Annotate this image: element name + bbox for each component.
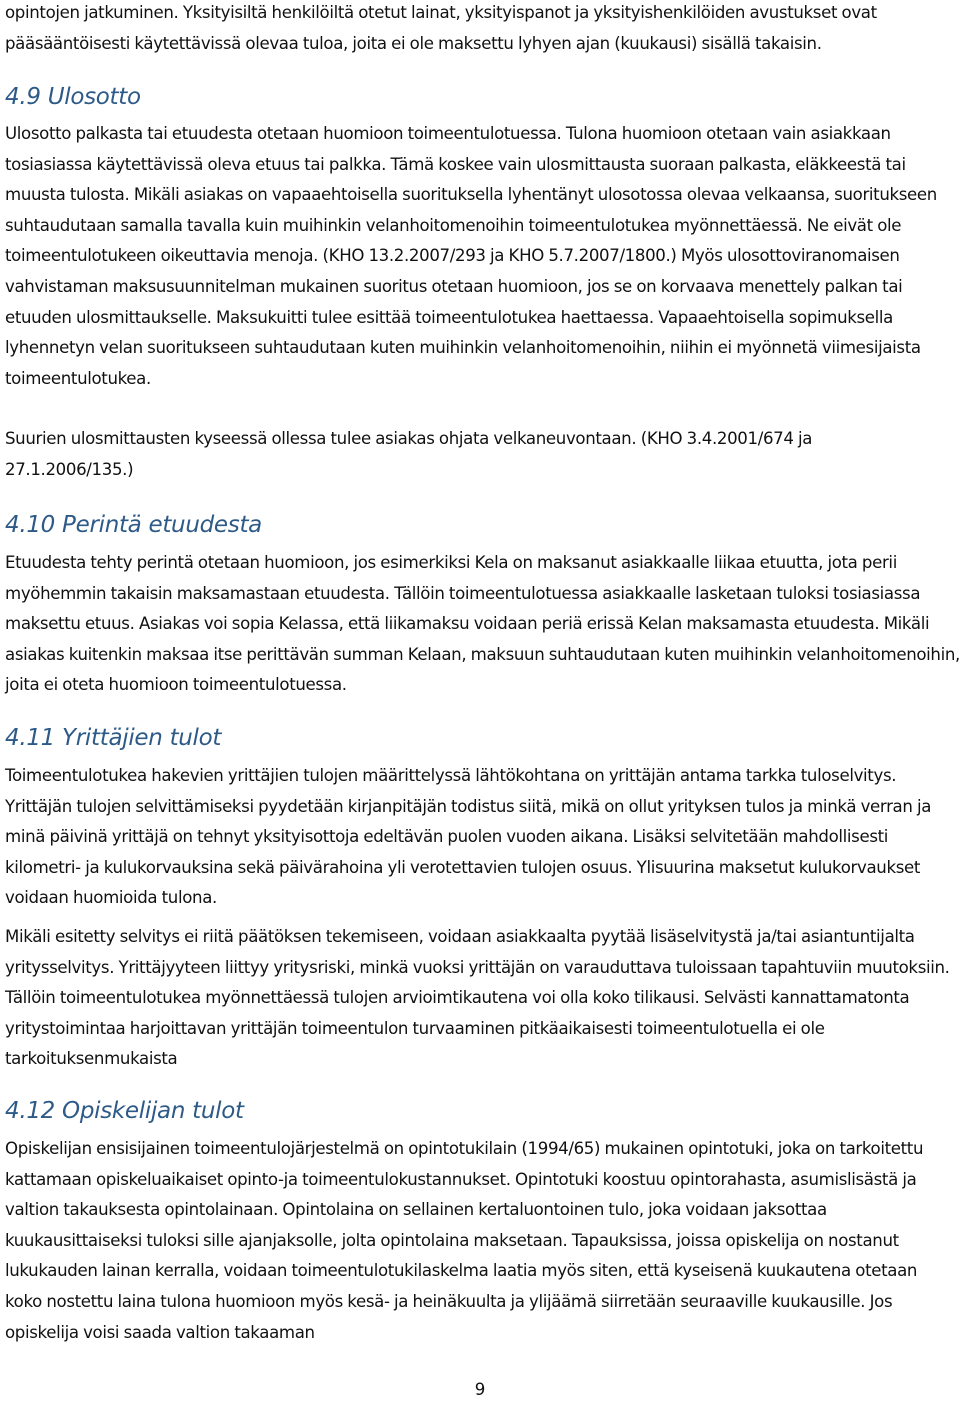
paragraph-perinta: Etuudesta tehty perintä otetaan huomioon, jos esimerkiksi Kela on maksanut asiakkaalle liikaa etuutta, jota perii myöhemmin takaisin maksamastaan etuudesta. Tällöin toimeentulotuessa asiakkaalle lasketaan tuloksi tosiasiassa maksettu etuus. Asiakas voi sopia Kelassa, että liikamaksu voidaan periä erissä Kelan maksamasta etuudesta. Mikäli asiakas kuitenkin maksaa itse perittävän summan Kelaan, maksuun suhtaudutaan kuten muihinkin velanhoitomenoihin, joita ei oteta huomioon toimeentulotuessa. xyxy=(5,553,960,695)
paragraph-intro: opintojen jatkuminen. Yksityisiltä henkilöiltä otetut lainat, yksityispanot ja yksityishenkilöiden avustukset ovat pääsääntöisesti käytettävissä olevaa tuloa, joita ei ole maksettu lyhyen ajan (kuukausi) sisällä takaisin. xyxy=(5,3,877,53)
heading-4-11: 4.11 Yrittäjien tulot xyxy=(5,725,222,751)
heading-4-9: 4.9 Ulosotto xyxy=(5,84,141,110)
paragraph-yrittajat-1: Toimeentulotukea hakevien yrittäjien tulojen määrittelyssä lähtökohtana on yrittäjän antama tarkka tuloselvitys. Yrittäjän tulojen selvittämiseksi pyydetään kirjanpitäjän todistus siitä, mikä on ollut yrityksen tulos ja minkä verran ja minä päivinä yrittäjä on tehnyt yksityisottoja edeltävän puolen vuoden aikana. Lisäksi selvitetään mahdollisesti kilometri- ja kulukorvauksina sekä päivärahoina yli verotettavien tulojen osuus. Ylisuurina maksetut kulukorvaukset voidaan huomioida tulona. xyxy=(5,766,932,908)
paragraph-velkaneuvonta: Suurien ulosmittausten kyseessä ollessa tulee asiakas ohjata velkaneuvontaan. (KHO 3.4.2001/674 ja 27.1.2006/135.) xyxy=(5,429,813,479)
heading-4-10: 4.10 Perintä etuudesta xyxy=(5,512,262,538)
paragraph-opiskelijat: Opiskelijan ensisijainen toimeentulojärjestelmä on opintotukilain (1994/65) mukainen opintotuki, joka on tarkoitettu kattamaan opiskeluaikaiset opinto-ja toimeentulokustannukset. Opintotuki koostuu opintorahasta, asumislisästä ja valtion takauksesta opintolainaan. Opintolaina on sellainen kertaluontoinen tulo, joka voidaan jaksottaa kuukausittaiseksi tuloksi sille ajanjaksolle, jolta opintolaina maksetaan. Tapauksissa, joissa opiskelija on nostanut lukukauden lainan kerralla, voidaan toimeentulotukilaskelma laatia myös siten, että kyseisenä kuukautena otetaan koko nostettu laina tulona huomioon myös kesä- ja heinäkuulta ja ylijäämä siirretään seuraaville kuukausille. Jos opiskelija voisi saada valtion takaaman xyxy=(5,1139,924,1342)
paragraph-yrittajat-2: Mikäli esitetty selvitys ei riitä päätöksen tekemiseen, voidaan asiakkaalta pyytää lisäselvitystä ja/tai asiantuntijalta yritysselvitys. Yrittäjyyteen liittyy yritysriski, minkä vuoksi yrittäjän on varauduttava tuloissaan tapahtuviin muutoksiin. Tällöin toimeentulotukea myönnettäessä tulojen arvioimtikautena voi olla koko tilikausi. Selvästi kannattamatonta yritystoimintaa harjoittavan yrittäjän toimeentulon turvaaminen pitkäaikaisesti toimeentulotuella ei ole tarkoituksenmukaista xyxy=(5,927,950,1069)
heading-4-12: 4.12 Opiskelijan tulot xyxy=(5,1098,244,1124)
paragraph-ulosotto: Ulosotto palkasta tai etuudesta otetaan huomioon toimeentulotuessa. Tulona huomioon otetaan vain asiakkaan tosiasiassa käytettävissä oleva etuus tai palkka. Tämä koskee vain ulosmittausta suoraan palkasta, eläkkeestä tai muusta tulosta. Mikäli asiakas on vapaaehtoisella suorituksella lyhentänyt ulosotossa olevaa velkaansa, suoritukseen suhtaudutaan samalla tavalla kuin muihinkin velanhoitomenoihin toimeentulotukea myönnettäessä. Ne eivät ole toimeentulotukeen oikeuttavia menoja. (KHO 13.2.2007/293 ja KHO 5.7.2007/1800.) Myös ulosottoviranomaisen vahvistaman maksusuunnitelman mukainen suoritus otetaan huomioon, jos se on korvaava menettely palkan tai etuuden ulosmittaukselle. Maksukuitti tulee esittää toimeentulotukea haettaessa. Vapaaehtoisella sopimuksella lyhennetyn velan suoritukseen suhtaudutaan kuten muihinkin velanhoitomenoihin, niihin ei myönnetä viimesijaista toimeentulotukea. xyxy=(5,124,937,388)
page-number: 9 xyxy=(474,1380,486,1399)
